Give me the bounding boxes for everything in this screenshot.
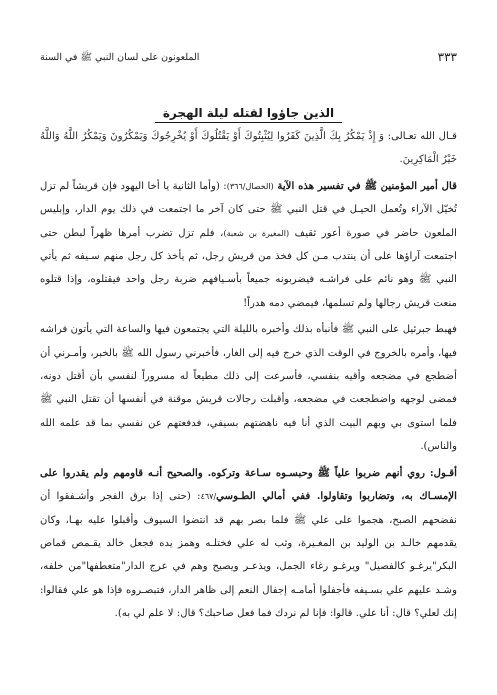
amali-reference: /٤٦٧ <box>200 492 217 502</box>
tafsir-text: : (وأما الثانية يا أخا اليهود فإن قريشاً لم تزل تُخيّل الآراء وتُعمل الحيـل في قتل النبي ﷺ حتى كان آخر ما اجتمعت في ذلك يوم الدار، وإبليس الملعون حاضر في صورة أعور ثقيف <box>40 180 457 239</box>
jibril-text: فهبط جبرئيل على النبي ﷺ فأنبأه بذلك وأخبره بالليلة التي يجتمعون فيها والساعة التي يأتون فراشه فيها، وأمره بالخروج في الوقت الذي خرج فيه إلى الغار، فأخبرني رسول الله ﷺ بالخبر، وأمـرني أن أضطجع في مضجعه وأقيه بنفسي، فأسرعت إلى ذلك مطيعاً له مسروراً لنفسي بأن أقتل دونه، فمضى لوجهه واضطجعت في مضجعه، وأقبلت رجالات قريش موقنة في أنفسها أن تقتل النبي ﷺ فلما استوى بي وبهم البيت الذي أنا فيه ناهضتهم بسيفي، فدفعتهم عن نفسي بما قد علمه الله والناس). <box>40 324 457 453</box>
paragraph-quran-verse <box>40 125 457 172</box>
paragraph-imam-tafsir <box>40 175 457 315</box>
tafsir-text-continued: ، فلم تزل تضرب أمرها ظهراً لبطن حتى اجتمعت آراؤها على أن ينتدب مـن كل فخذ من قريش رجل، ثم يأخذ كل رجل منهم سـيفه ثم يأتي النبي ﷺ وهو نائم على فراشـه فيضربونه جميعاً بأسـيافهم ضربة رجل واحد فيقتلوه، وإذا قتلوه منعت قريش رجالها ولم تسلمها، فيمضي دمه هدراً! <box>40 227 457 309</box>
inline-note: (المغيرة بن شعبة) <box>223 228 290 238</box>
running-header-title: الملعونون على لسان النبي ﷺ في السنة <box>40 52 200 63</box>
paragraph-jibril <box>40 318 457 458</box>
source-reference: (الخصال/٣٦٦) <box>226 181 274 191</box>
section-title-text: الذين جاؤوا لقتله ليلة الهجرة <box>155 106 342 123</box>
body-text <box>40 125 457 629</box>
aqool-text: : (حتى إذا برق الفجر وأشـفقوا أن نفضحهم الصبح، هجموا على علي ﷺ فلما بصر بهم قد انتضوا السيوف وأقبلوا عليه بهـا، وكان يقدمهم خالـد بن الوليد بن المغـيرة، وثب له علي فختلـه وهمز يده فجعل خالد يقـمص قماص البكر"يرغـو كالفصيل" ويرغـو رغاء الجمل، ويذعـر ويصيح وهم في عرج الدار"متعطفها"من خلفه، وشـد عليهم علي بسـيفه فأجفلوا أمامـه إجفال النعم إلى ظاهر الدار، فتبصـروه فإذا هو علي فقالوا: إنك لعلي؟ قال: أنا علي. قالوا: فإنا لم نردك فما فعل صاحبك؟ قال: لا علم لي به). <box>40 491 457 620</box>
quran-intro: قـال الله تعـالى: <box>384 131 457 142</box>
aqool-bold: أقـول: روي أنهم ضربوا علياً ﷺ وحبسـوه سـاعة وتركوه. والصحيح أنـه قاومهم ولم يقدروا على الإمسـاك به، وتضاربوا وتقاولوا. ففي أمالي الطـوسي <box>40 466 458 503</box>
paragraph-aqool <box>40 462 457 626</box>
section-title <box>0 102 497 123</box>
quran-verse: وَ إِذْ يَمْكُرُ بِكَ الَّذِينَ كَفَرُوا لِيُثْبِتُوكَ أَوْ يَقْتُلُوكَ أَوْ يُخْرِجُوكَ وَيَمْكُرُونَ وَيَمْكُرُ اللَّهُ وَاللَّهُ خَيْرُ الْمَاكِرِينَ. <box>40 131 457 166</box>
tafsir-lead: قال أمير المؤمنين ﷺ في تفسير هذه الآية <box>273 179 457 192</box>
page-number: ٣٣٣ <box>437 50 457 64</box>
running-header <box>40 50 457 70</box>
